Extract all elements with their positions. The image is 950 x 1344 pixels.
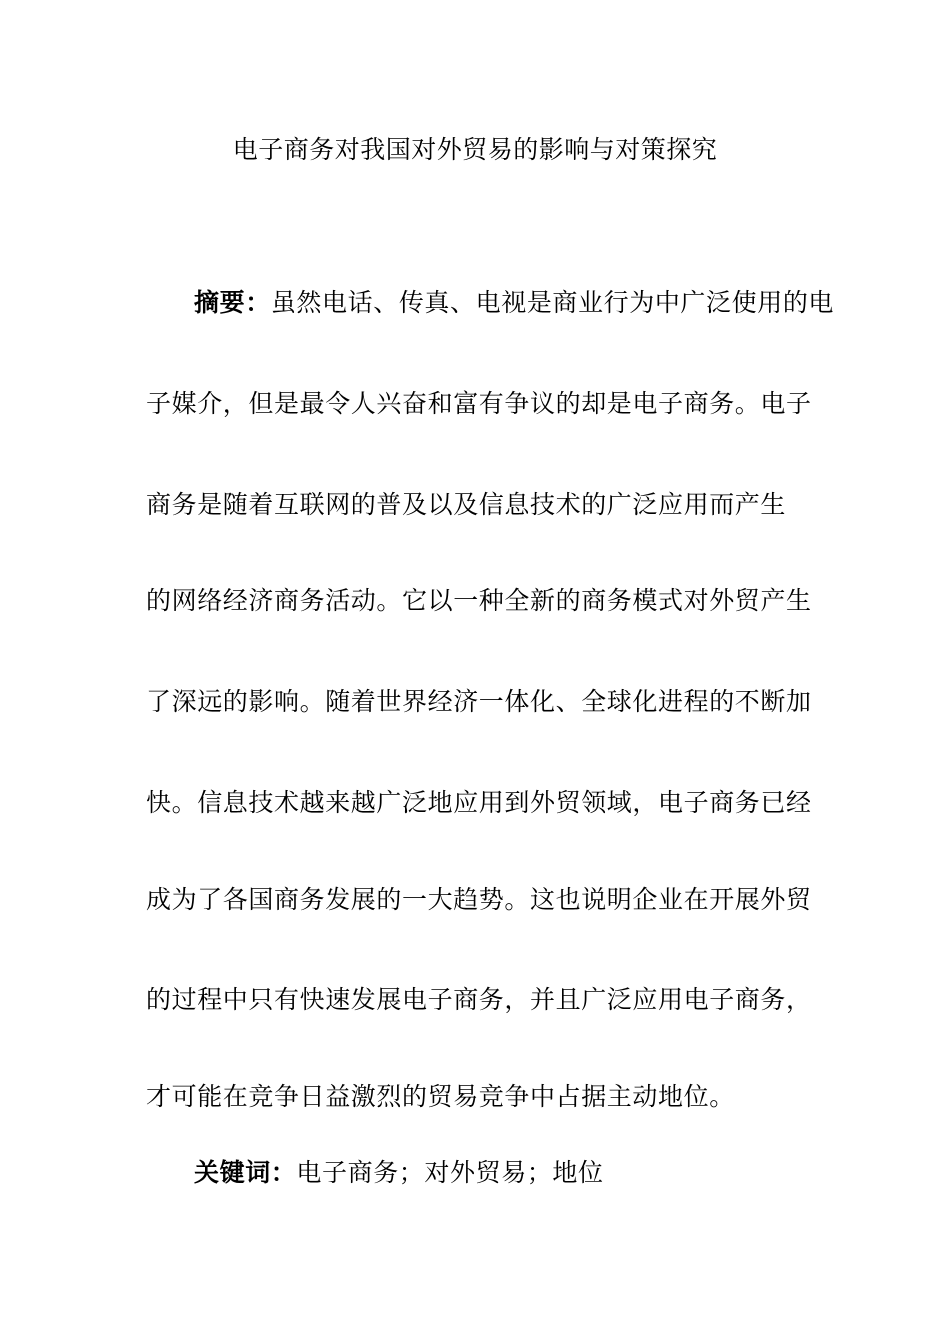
abstract-line-9: 才可能在竞争日益激烈的贸易竞争中占据主动地位。 [146,1082,735,1111]
abstract-line-1 [194,283,835,323]
abstract-line-5: 了深远的影响。随着世界经济一体化、全球化进程的不断加 [146,687,812,716]
abstract-line-6: 快。信息技术越来越广泛地应用到外贸领域，电子商务已经 [146,788,812,817]
abstract-text: 虽然电话、传真、电视是商业行为中广泛使用的电 [270,288,835,317]
document-title: 电子商务对我国对外贸易的影响与对策探究 [232,135,718,164]
abstract-line-7: 成为了各国商务发展的一大趋势。这也说明企业在开展外贸 [146,885,812,914]
abstract-label: 摘要： [194,288,271,317]
abstract-line-2: 子媒介，但是最令人兴奋和富有争议的却是电子商务。电子 [146,389,812,418]
abstract-line-3: 商务是随着互联网的普及以及信息技术的广泛应用而产生 [146,490,787,519]
keywords-text: 电子商务；对外贸易；地位 [296,1158,604,1187]
keywords-line [194,1153,604,1193]
keywords-label: 关键词： [194,1158,297,1187]
abstract-line-8: 的过程中只有快速发展电子商务，并且广泛应用电子商务， [146,985,812,1014]
abstract-line-4: 的网络经济商务活动。它以一种全新的商务模式对外贸产生 [146,586,812,615]
